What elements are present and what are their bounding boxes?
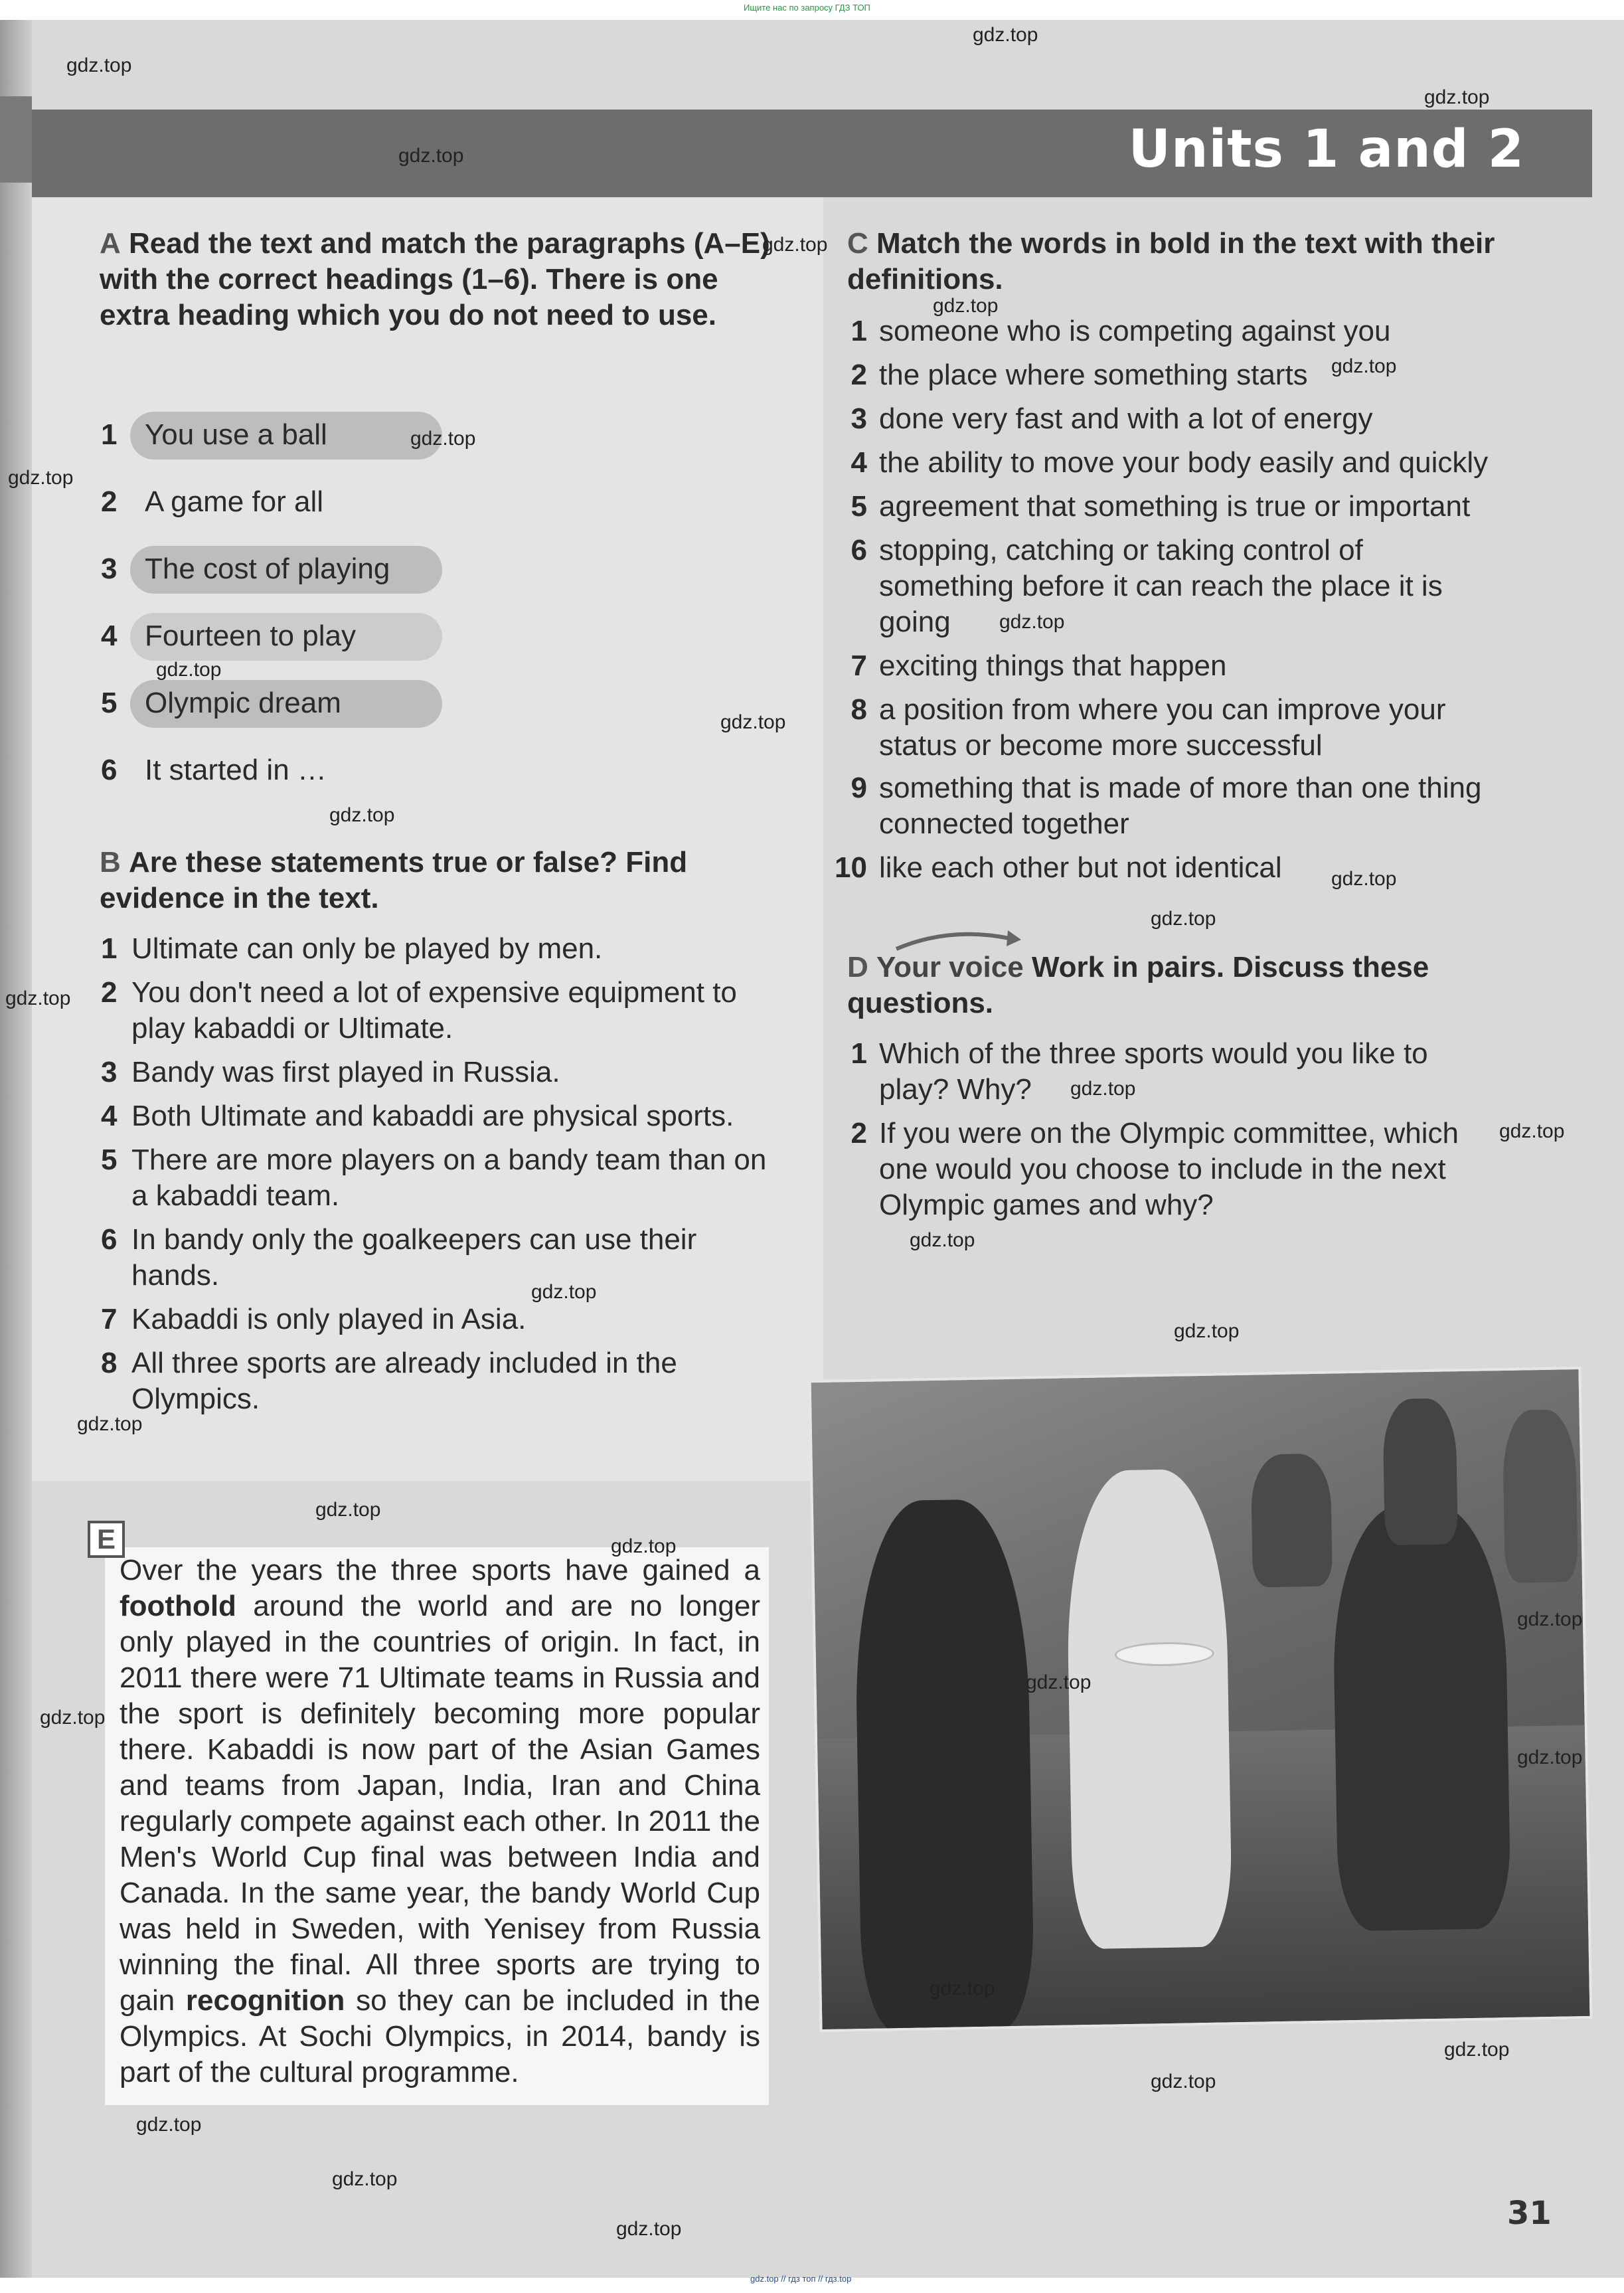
section-b-letter: B (100, 846, 121, 879)
statement-item: 7 Kabaddi is only played in Asia. (101, 1303, 527, 1335)
watermark[interactable]: gdz.top (616, 2218, 682, 2240)
your-voice-arrow-icon (890, 926, 1022, 953)
statement-item: 3 Bandy was first played in Russia. (101, 1056, 560, 1088)
player-left-figure (853, 1499, 1035, 2033)
heading-item: 6 It started in … (101, 754, 327, 786)
definition-item: 3 done very fast and with a lot of energy (851, 402, 1373, 435)
banner-tab (0, 96, 32, 183)
watermark[interactable]: gdz.top (8, 467, 74, 489)
paragraph-e-text: Over the years the three sports have gained a foothold around the world and are no longer only played in the countries of origin. In fact, in 2011 there were 71 Ultimate teams in Russia and the sport is definitely becoming more popular there. Kabaddi is now part of the Asian Games and teams from Japan, India, Iran and China regularly compete against each other. In 2011 the Men's World Cup final was between India and Canada. In the same year, the bandy World Cup was held in Sweden, with Yenisey from Russia winning the final. All three sports are trying to gain recognition so they can be included in the Olympics. At Sochi Olympics, in 2014, bandy is part of the cultural programme. (120, 1554, 760, 2088)
statement-item: 2 You don't need a lot of expensive equipment to play kabaddi or Ultimate. (101, 976, 737, 1045)
bold-word-recognition: recognition (185, 1984, 345, 2017)
watermark[interactable]: gdz.top (5, 987, 71, 1009)
watermark[interactable]: gdz.top (398, 145, 464, 167)
watermark[interactable]: gdz.top (315, 1499, 381, 1521)
statement-item: 6 In bandy only the goalkeepers can use their hands. (101, 1223, 697, 1292)
watermark[interactable]: gdz.top (611, 1535, 677, 1557)
watermark[interactable]: gdz.top (40, 1707, 106, 1729)
statement-item: 1 Ultimate can only be played by men. (101, 932, 603, 965)
watermark[interactable]: gdz.top (1499, 1120, 1565, 1142)
watermark[interactable]: gdz.top (1026, 1671, 1092, 1693)
watermark[interactable]: gdz.top (1444, 2039, 1510, 2061)
watermark[interactable]: gdz.top (329, 804, 395, 826)
watermark[interactable]: gdz.top (1517, 1608, 1583, 1630)
watermark[interactable]: gdz.top (999, 611, 1065, 633)
statement-item: 5 There are more players on a bandy team than on a kabaddi team. (101, 1144, 767, 1212)
watermark[interactable]: gdz.top (77, 1413, 143, 1435)
statement-item: 8 All three sports are already included in the Olympics. (101, 1347, 677, 1415)
ultimate-frisbee-photo (809, 1367, 1593, 2032)
section-d-letter: D (847, 951, 868, 983)
watermark[interactable]: gdz.top (973, 24, 1038, 46)
section-a-letter: A (100, 227, 121, 260)
statement-item: 4 Both Ultimate and kabaddi are physical sports. (101, 1100, 734, 1132)
definition-item: 8 a position from where you can improve your status or become more successful (851, 693, 1446, 762)
spectator-figure (1382, 1398, 1458, 1545)
heading-item: 3 The cost of playing (101, 552, 390, 585)
spectator-figure (1251, 1454, 1333, 1588)
watermark[interactable]: gdz.top (910, 1229, 975, 1251)
paragraph-e-label: E (88, 1521, 125, 1558)
watermark[interactable]: gdz.top (1174, 1320, 1240, 1342)
watermark[interactable]: gdz.top (1070, 1078, 1136, 1100)
heading-item: 1 You use a ball (101, 418, 327, 451)
watermark[interactable]: gdz.top (933, 295, 999, 317)
heading-item: 2 A game for all (101, 485, 324, 518)
definition-item: 1 someone who is competing against you (851, 315, 1391, 347)
watermark[interactable]: gdz.top (410, 428, 476, 450)
definition-item: 7 exciting things that happen (851, 649, 1227, 682)
definition-item: 10 like each other but not identical (835, 851, 1282, 884)
heading-item: 5 Olympic dream (101, 687, 341, 719)
heading-item: 4 Fourteen to play (101, 620, 356, 652)
watermark[interactable]: gdz.top (1424, 86, 1490, 108)
section-b-instruction: B Are these statements true or false? Find evidence in the text. (100, 846, 688, 914)
watermark[interactable]: gdz.top (1151, 908, 1216, 930)
watermark[interactable]: gdz.top (762, 234, 828, 256)
watermark[interactable]: gdz.top (1517, 1746, 1583, 1768)
watermark[interactable]: gdz.top (720, 711, 786, 733)
watermark[interactable]: gdz.top (531, 1281, 597, 1303)
definition-item: 9 something that is made of more than one thing connected together (851, 772, 1482, 840)
watermark[interactable]: gdz.top (156, 659, 222, 681)
watermark[interactable]: gdz.top (332, 2168, 398, 2190)
page-spine (0, 20, 32, 2278)
discussion-question: 1 Which of the three sports would you like to play? Why? (851, 1037, 1428, 1106)
watermark[interactable]: gdz.top (1151, 2071, 1216, 2092)
discussion-question: 2 If you were on the Olympic committee, which one would you choose to include in the next Olympic games and why? (851, 1117, 1459, 1221)
bottom-note[interactable]: gdz.top // гдз топ // гдз.top (750, 2274, 852, 2284)
section-c-letter: C (847, 227, 868, 260)
watermark[interactable]: gdz.top (66, 54, 132, 76)
watermark[interactable]: gdz.top (1331, 355, 1397, 377)
spectator-figure (1502, 1409, 1578, 1583)
section-d-instruction: D Your voice Work in pairs. Discuss these questions. (847, 951, 1429, 1019)
section-c-instruction: C Match the words in bold in the text with their definitions. (847, 227, 1495, 296)
watermark[interactable]: gdz.top (930, 1978, 995, 1999)
definition-item: 2 the place where something starts (851, 359, 1308, 391)
page-title: Units 1 and 2 (1128, 120, 1524, 179)
bold-word-foothold: foothold (120, 1590, 236, 1622)
watermark[interactable]: gdz.top (136, 2114, 202, 2136)
watermark[interactable]: gdz.top (1331, 868, 1397, 890)
top-note[interactable]: Ищите нас по запросу ГДЗ ТОП (744, 3, 870, 13)
section-a-instruction: A Read the text and match the paragraphs (A–E) with the correct headings (1–6). There is one extra heading which you do not need to use. (100, 227, 770, 331)
definition-item: 5 agreement that something is true or important (851, 490, 1471, 523)
player-center-figure (1065, 1468, 1233, 1949)
definition-item: 6 stopping, catching or taking control of something before it can reach the place it is going (851, 534, 1443, 638)
player-right-figure (1331, 1503, 1511, 1931)
page-number: 31 (1507, 2195, 1552, 2232)
definition-item: 4 the ability to move your body easily and quickly (851, 446, 1489, 479)
your-voice-label: Your voice (876, 951, 1024, 983)
